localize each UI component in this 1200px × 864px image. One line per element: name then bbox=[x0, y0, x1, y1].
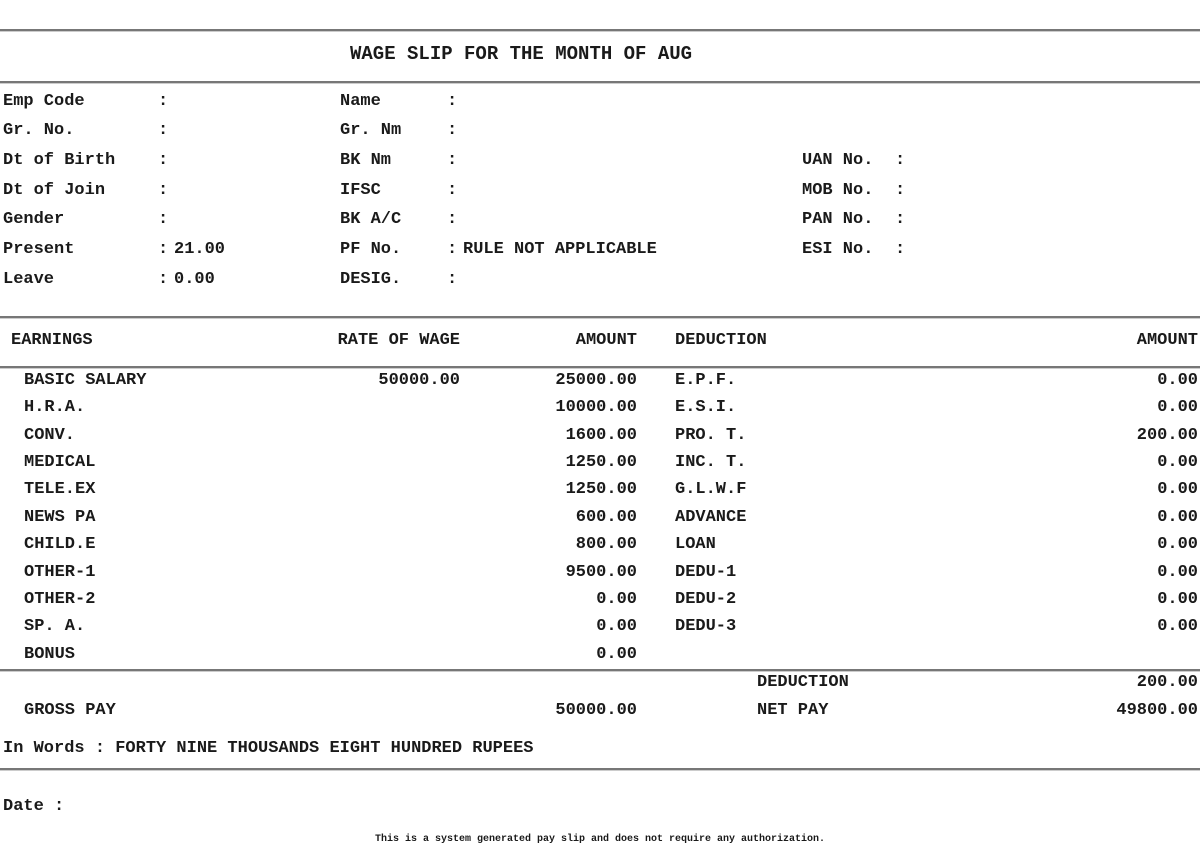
leave-label: Leave bbox=[3, 270, 55, 289]
total-deduction-label: DEDUCTION bbox=[757, 673, 849, 692]
earning-amount: 800.00 bbox=[575, 535, 637, 554]
esi-no-sep: : bbox=[895, 240, 906, 259]
deduction-amount: 0.00 bbox=[1157, 398, 1198, 417]
earning-name: SP. A. bbox=[24, 617, 86, 636]
deduction-name: DEDU-2 bbox=[675, 590, 737, 609]
deduction-name: LOAN bbox=[675, 535, 716, 554]
pan-no-sep: : bbox=[895, 210, 906, 229]
doj-label: Dt of Join bbox=[3, 181, 106, 200]
earning-name: BASIC SALARY bbox=[24, 371, 147, 390]
gross-pay-value: 50000.00 bbox=[555, 701, 637, 720]
deduction-name: DEDU-1 bbox=[675, 563, 737, 582]
earning-amount: 1250.00 bbox=[565, 453, 637, 472]
date-label: Date : bbox=[3, 797, 65, 816]
gr-no-sep: : bbox=[158, 121, 169, 140]
bk-ac-sep: : bbox=[447, 210, 458, 229]
leave-sep: : bbox=[158, 270, 169, 289]
deduction-name: G.L.W.F bbox=[675, 480, 747, 499]
amount-header: AMOUNT bbox=[575, 331, 637, 350]
pf-no-label: PF No. bbox=[340, 240, 402, 259]
desig-label: DESIG. bbox=[340, 270, 402, 289]
earning-name: TELE.EX bbox=[24, 480, 96, 499]
totals-rule bbox=[0, 669, 1200, 672]
deduction-amount: 0.00 bbox=[1157, 563, 1198, 582]
page-title: WAGE SLIP FOR THE MONTH OF AUG bbox=[350, 43, 693, 65]
deduction-amount: 200.00 bbox=[1136, 426, 1198, 445]
net-pay-value: 49800.00 bbox=[1116, 701, 1198, 720]
deduction-name: PRO. T. bbox=[675, 426, 747, 445]
doj-sep: : bbox=[158, 181, 169, 200]
deduction-name: E.P.F. bbox=[675, 371, 737, 390]
desig-sep: : bbox=[447, 270, 458, 289]
words-rule bbox=[0, 768, 1200, 771]
bk-nm-label: BK Nm bbox=[340, 151, 392, 170]
gr-no-label: Gr. No. bbox=[3, 121, 75, 140]
earning-amount: 600.00 bbox=[575, 508, 637, 527]
dob-label: Dt of Birth bbox=[3, 151, 116, 170]
deduction-name: DEDU-3 bbox=[675, 617, 737, 636]
name-sep: : bbox=[447, 92, 458, 111]
uan-no-sep: : bbox=[895, 151, 906, 170]
earning-amount: 9500.00 bbox=[565, 563, 637, 582]
gender-label: Gender bbox=[3, 210, 65, 229]
gr-nm-label: Gr. Nm bbox=[340, 121, 402, 140]
dob-sep: : bbox=[158, 151, 169, 170]
earning-name: BONUS bbox=[24, 645, 76, 664]
gross-pay-label: GROSS PAY bbox=[24, 701, 116, 720]
title-rule bbox=[0, 81, 1200, 84]
leave-value: 0.00 bbox=[174, 270, 215, 289]
pf-no-value: RULE NOT APPLICABLE bbox=[463, 240, 657, 259]
deduction-amount: 0.00 bbox=[1157, 535, 1198, 554]
esi-no-label: ESI No. bbox=[802, 240, 874, 259]
deduction-amount-header: AMOUNT bbox=[1136, 331, 1198, 350]
earning-amount: 0.00 bbox=[596, 617, 637, 636]
earning-name: H.R.A. bbox=[24, 398, 86, 417]
earning-name: OTHER-2 bbox=[24, 590, 96, 609]
earning-amount: 10000.00 bbox=[555, 398, 637, 417]
deduction-header: DEDUCTION bbox=[675, 331, 767, 350]
rate-header: RATE OF WAGE bbox=[337, 331, 460, 350]
bk-nm-sep: : bbox=[447, 151, 458, 170]
present-sep: : bbox=[158, 240, 169, 259]
mob-no-sep: : bbox=[895, 181, 906, 200]
earning-rate: 50000.00 bbox=[378, 371, 460, 390]
earning-amount: 0.00 bbox=[596, 590, 637, 609]
bk-ac-label: BK A/C bbox=[340, 210, 402, 229]
pf-no-sep: : bbox=[447, 240, 458, 259]
top-rule bbox=[0, 29, 1200, 32]
deduction-amount: 0.00 bbox=[1157, 453, 1198, 472]
emp-code-label: Emp Code bbox=[3, 92, 85, 111]
deduction-amount: 0.00 bbox=[1157, 371, 1198, 390]
gr-nm-sep: : bbox=[447, 121, 458, 140]
deduction-name: INC. T. bbox=[675, 453, 747, 472]
name-label: Name bbox=[340, 92, 381, 111]
deduction-amount: 0.00 bbox=[1157, 590, 1198, 609]
deduction-amount: 0.00 bbox=[1157, 617, 1198, 636]
table-top-rule bbox=[0, 316, 1200, 319]
gender-sep: : bbox=[158, 210, 169, 229]
earning-amount: 1250.00 bbox=[565, 480, 637, 499]
deduction-name: ADVANCE bbox=[675, 508, 747, 527]
deduction-name: E.S.I. bbox=[675, 398, 737, 417]
pan-no-label: PAN No. bbox=[802, 210, 874, 229]
earning-name: NEWS PA bbox=[24, 508, 96, 527]
net-pay-label: NET PAY bbox=[757, 701, 829, 720]
table-header-rule bbox=[0, 366, 1200, 369]
total-deduction-value: 200.00 bbox=[1136, 673, 1198, 692]
amount-in-words: In Words : FORTY NINE THOUSANDS EIGHT HUNDRED RUPEES bbox=[3, 739, 534, 758]
earning-amount: 1600.00 bbox=[565, 426, 637, 445]
earning-name: CONV. bbox=[24, 426, 76, 445]
earning-name: OTHER-1 bbox=[24, 563, 96, 582]
emp-code-sep: : bbox=[158, 92, 169, 111]
earning-amount: 0.00 bbox=[596, 645, 637, 664]
uan-no-label: UAN No. bbox=[802, 151, 874, 170]
earnings-header: EARNINGS bbox=[11, 331, 93, 350]
earning-name: CHILD.E bbox=[24, 535, 96, 554]
mob-no-label: MOB No. bbox=[802, 181, 874, 200]
earning-amount: 25000.00 bbox=[555, 371, 637, 390]
earning-name: MEDICAL bbox=[24, 453, 96, 472]
present-label: Present bbox=[3, 240, 75, 259]
present-value: 21.00 bbox=[174, 240, 226, 259]
ifsc-sep: : bbox=[447, 181, 458, 200]
deduction-amount: 0.00 bbox=[1157, 508, 1198, 527]
ifsc-label: IFSC bbox=[340, 181, 381, 200]
system-generated-note: This is a system generated pay slip and does not require any authorization. bbox=[374, 834, 826, 845]
deduction-amount: 0.00 bbox=[1157, 480, 1198, 499]
